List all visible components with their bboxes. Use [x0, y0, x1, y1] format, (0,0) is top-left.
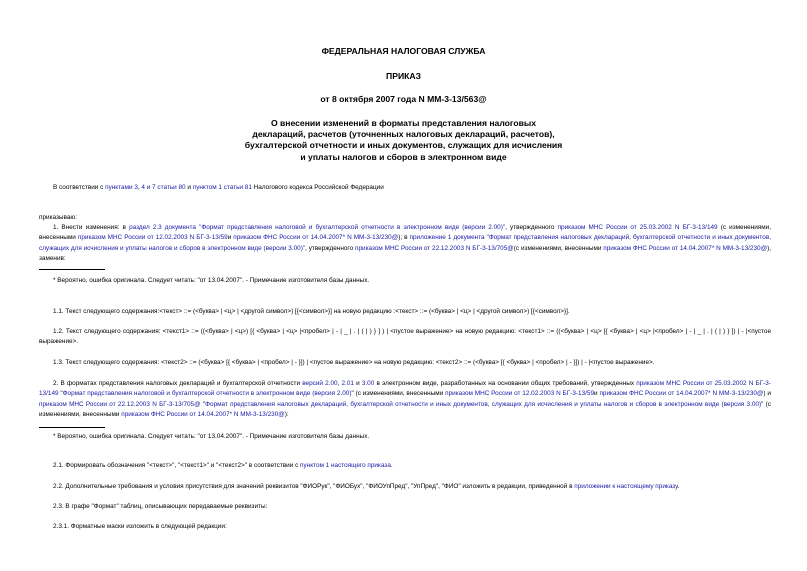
link-format-3-00[interactable]: Формат представления налоговых деклараций, бухгалтерской отчетности и иных документов, служащих для исчисления и уплаты налогов и сборов в электронном виде (версия 3.00)	[205, 400, 762, 408]
title-line: О внесении изменений в форматы представления налоговых	[270, 118, 537, 128]
link-format-3-00[interactable]: документа "Формат представления налоговых деклараций, бухгалтерской отчетности и иных документов, служащих для исчисления и уплаты налогов и сборов в электронном виде (версии 3.00)"	[39, 234, 771, 252]
preamble	[39, 183, 771, 193]
text: .	[677, 483, 680, 490]
text: "	[200, 400, 206, 408]
text: " (с изменениями, внесенными	[39, 400, 771, 418]
footnote-divider	[39, 269, 105, 270]
title-line: деклараций, расчетов (уточненных налоговых деклараций, расчетов),	[252, 129, 555, 140]
text: и	[185, 184, 193, 191]
link-format-2-00[interactable]: документа "Формат представления налоговой и бухгалтерской отчетности в электронном виде (версии 2.00)"	[164, 224, 506, 231]
link-order-230[interactable]: приказом ФНС России от 14.04.2007* N ММ-3-13/230@	[121, 410, 285, 418]
text: , утвержденного	[305, 244, 355, 252]
title-line: и уплаты налогов и сборов в электронном виде	[300, 151, 507, 162]
text: ); в	[398, 234, 410, 242]
item-1-3: 1.3. Текст следующего содержания: <текст2> ::= (<буква> [{ <буква> | <пробел> | - }]) | <пустое выражение> на новую редакцию: <текст2> ::= (<буква> [{ <буква> | <пробел> | - }]) | - |<пустое выражение>.	[53, 359, 655, 366]
item-2-3: 2.3. В графе "Формат" таблиц, описывающих передаваемые реквизиты:	[53, 503, 268, 510]
link-order-230[interactable]: приказом ФНС России от 14.04.2007* N ММ-3-13/230@	[599, 390, 764, 398]
text: и	[227, 234, 234, 242]
text: в электронном виде, разработанных на основании общих требований, утвержденных	[374, 380, 637, 387]
link-order-59[interactable]: приказом МНС России от 12.02.2003 N БГ-3-13/59	[77, 234, 228, 242]
document-title	[0, 118, 807, 163]
text: 2.2. Дополнительные требования и условия присутствия для значений реквизитов "ФИОРук", "ФИОБух", "ФИОУпПред", "УпПред", "ФИО" изложить в редакции, приведенной в	[53, 483, 575, 490]
text: 2.1. Формировать обозначения "<текст>", "<текст1>" и "<текст2>" в соответствии с	[53, 462, 301, 469]
footnote: * Вероятно, ошибка оригинала. Следует читать: "от 13.04.2007". - Примечание изготовителя базы данных.	[53, 433, 370, 440]
link-order-705[interactable]: приказом МНС России от 22.12.2003 N БГ-3-13/705@	[39, 400, 201, 408]
text: В соответствии с	[53, 184, 106, 191]
item-2-2	[39, 482, 771, 492]
text: ) и	[763, 390, 771, 398]
link-section-2-3[interactable]: раздел 2.3	[129, 224, 162, 231]
link-article-80[interactable]: пунктами 3, 4 и 7 статьи 80	[105, 184, 186, 191]
text: (с изменениями, внесенными	[39, 224, 771, 242]
text: 2. В форматах представления налоговых деклараций и бухгалтерской отчетности	[53, 380, 303, 387]
link-version-2-01[interactable]: 2.01	[341, 380, 354, 387]
link-version-2-00[interactable]: версий 2.00	[302, 380, 338, 387]
text: (с изменениями, внесенными	[513, 244, 604, 252]
text: ):	[284, 410, 289, 418]
link-version-3-00[interactable]: 3.00	[361, 380, 375, 387]
item-1	[39, 223, 771, 264]
text: и	[353, 380, 362, 387]
link-appendix[interactable]: приложении к настоящему приказу	[574, 483, 678, 490]
link-point-1[interactable]: пунктом 1 настоящего приказа	[300, 462, 391, 469]
link-article-81[interactable]: пунктом 1 статьи 81	[192, 184, 252, 191]
text: Налогового кодекса Российской Федерации	[251, 184, 384, 191]
text: "	[58, 390, 63, 398]
link-format-2-00[interactable]: Формат представления налоговой и бухгалтерской отчетности в электронном виде (версия 2.00)	[62, 390, 352, 398]
text: и	[594, 390, 600, 398]
footnote-divider	[39, 427, 105, 428]
doc-date-number: от 8 октября 2007 года N ММ-3-13/563@	[320, 94, 487, 104]
item-1-2: 1.2. Текст следующего содержания: <текст1> ::= ((<буква> | <ц>) [{ <буква> | <ц> |<пробел> | - | _ | . | ( | ) } ] ) | <пустое выражение> на новую редакцию: <текст1> ::= ((<буква> | <ц> [{ <буква> | <ц> |<пробел> | - | _ | . | ( | ) } ]) | - |<пустое выражение>.	[39, 328, 771, 346]
text: 1. Внести изменения: в	[53, 224, 130, 231]
agency-name: ФЕДЕРАЛЬНАЯ НАЛОГОВАЯ СЛУЖБА	[321, 46, 486, 56]
text: " (с изменениями, внесенными	[351, 390, 446, 398]
footnote: * Вероятно, ошибка оригинала. Следует читать: "от 13.04.2007". - Примечание изготовителя базы данных.	[53, 277, 370, 284]
link-order-149[interactable]: приказом МНС России от 25.03.2002 N БГ-3-13/149	[557, 224, 718, 231]
item-2-1	[39, 461, 771, 471]
link-order-230[interactable]: приказом ФНС России от 14.04.2007* N ММ-3-13/230@	[233, 234, 399, 242]
item-1-1: 1.1. Текст следующего содержания:<текст> ::= (<буква> | <ц> | <другой символ>) [{<символ>}] на новую редакцию :<текст> ::= (<буква> | <ц> | <другой символ>) [{<символ>}].	[53, 308, 570, 315]
link-order-230[interactable]: приказом ФНС России от 14.04.2007* N ММ-3-13/230@	[603, 244, 768, 252]
item-2-3-1: 2.3.1. Форматные маски изложить в следующей редакции:	[53, 523, 227, 530]
text: ), заменив:	[39, 244, 771, 262]
title-line: бухгалтерской отчетности и иных документов, служащих для исчисления	[244, 140, 563, 151]
link-order-59[interactable]: приказом МНС России от 12.02.2003 N БГ-3-13/59	[445, 390, 595, 398]
item-2	[39, 379, 771, 420]
text: .	[390, 462, 393, 469]
order-word: приказываю:	[39, 214, 77, 221]
link-appendix-1[interactable]: приложение 1	[409, 234, 452, 242]
doc-type: ПРИКАЗ	[386, 71, 421, 81]
text: , утвержденного	[505, 224, 558, 231]
link-order-149[interactable]: приказом МНС России от 25.03.2002 N БГ-3-13/149	[39, 380, 771, 398]
link-order-705[interactable]: приказом МНС России от 22.12.2003 N БГ-3-13/705@	[354, 244, 514, 252]
text: ,	[337, 380, 342, 387]
